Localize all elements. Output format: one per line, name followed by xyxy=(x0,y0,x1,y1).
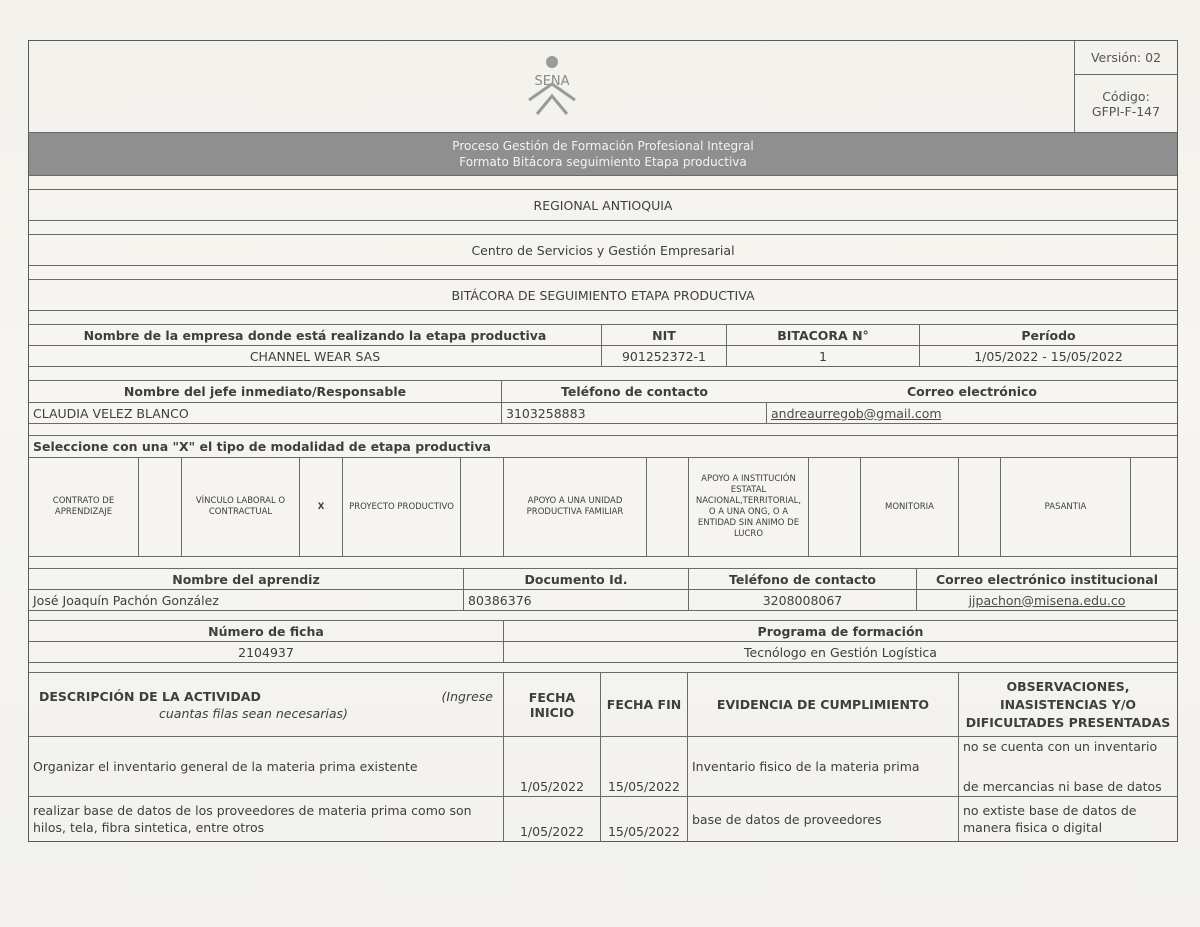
activity-desc-hint-1: (Ingrese xyxy=(441,688,493,704)
modality-check-unidad-familiar[interactable] xyxy=(647,458,689,556)
modality-check-pasantia[interactable] xyxy=(1131,458,1177,556)
bitacora-form xyxy=(28,40,1178,842)
modality-label-proyecto: PROYECTO PRODUCTIVO xyxy=(343,458,461,556)
process-banner xyxy=(29,133,1177,175)
activity-evidence: base de datos de proveedores xyxy=(688,797,959,841)
program-label: Programa de formación xyxy=(757,623,924,639)
modality-label-contrato: CONTRATO DE APRENDIZAJE xyxy=(29,458,139,556)
sena-logo xyxy=(29,41,1075,132)
apprentice-phone: 3208008067 xyxy=(689,590,917,610)
modality-options-row xyxy=(29,458,1177,557)
company-header-row xyxy=(29,325,1177,346)
boss-value-row xyxy=(29,403,1177,424)
format-title: Formato Bitácora seguimiento Etapa productiva xyxy=(459,155,747,169)
boss-name-label: Nombre del jefe inmediato/Responsable xyxy=(29,381,502,402)
activity-desc-hint-2: cuantas filas sean necesarias) xyxy=(159,705,348,721)
activity-desc: realizar base de datos de los proveedores de materia prima como son hilos, tela, fibra sintetica, entre otros xyxy=(29,797,504,841)
program-name: Tecnólogo en Gestión Logística xyxy=(744,644,937,660)
modality-label-unidad-familiar: APOYO A UNA UNIDAD PRODUCTIVA FAMILIAR xyxy=(504,458,647,556)
code-label: Código: xyxy=(1102,88,1150,104)
apprentice-doc: 80386376 xyxy=(464,590,689,610)
period-label: Período xyxy=(1021,327,1076,343)
modality-prompt: Seleccione con una "X" el tipo de modalidad de etapa productiva xyxy=(33,439,491,454)
center-title: Centro de Servicios y Gestión Empresarial xyxy=(471,242,735,258)
apprentice-doc-label: Documento Id. xyxy=(464,569,689,589)
company-name-label: Nombre de la empresa donde está realizando la etapa productiva xyxy=(29,325,602,345)
activity-end: 15/05/2022 xyxy=(601,797,688,841)
apprentice-name: José Joaquín Pachón González xyxy=(29,590,464,610)
modality-label-monitoria: MONITORIA xyxy=(861,458,959,556)
activity-evidence: Inventario fisico de la materia prima xyxy=(688,737,959,796)
period-value: 1/05/2022 - 15/05/2022 xyxy=(974,348,1123,364)
code-box xyxy=(1075,75,1177,132)
company-value-row xyxy=(29,346,1177,367)
apprentice-value-row xyxy=(29,590,1177,611)
activity-start: 1/05/2022 xyxy=(504,737,601,796)
activity-obs-line-1: no extiste base de datos de manera fisica o digital xyxy=(963,803,1137,835)
bitacora-number: 1 xyxy=(727,346,920,366)
version-text: Versión: 02 xyxy=(1075,41,1177,75)
activity-start: 1/05/2022 xyxy=(504,797,601,841)
nit-value: 901252372-1 xyxy=(602,346,727,366)
code-value: GFPI-F-147 xyxy=(1091,103,1161,119)
boss-email-link[interactable]: andreaurregob@gmail.com xyxy=(771,405,942,421)
end-date-label: FECHA FIN xyxy=(601,673,688,736)
apprentice-name-label: Nombre del aprendiz xyxy=(29,569,464,589)
activity-obs-line-2: de mercancias ni base de datos xyxy=(963,779,1162,794)
activity-desc-label: DESCRIPCIÓN DE LA ACTIVIDAD xyxy=(39,688,261,704)
modality-check-vinculo[interactable]: X xyxy=(300,458,343,556)
modality-label-institucion: APOYO A INSTITUCIÓN ESTATAL NACIONAL,TERRITORIAL, O A UNA ONG, O A ENTIDAD SIN ANIMO DE LUCRO xyxy=(689,458,809,556)
program-header-row xyxy=(29,621,1177,642)
modality-check-proyecto[interactable] xyxy=(461,458,504,556)
boss-name: CLAUDIA VELEZ BLANCO xyxy=(29,403,502,423)
document-title: BITÁCORA DE SEGUIMIENTO ETAPA PRODUCTIVA xyxy=(451,287,755,303)
apprentice-phone-label: Teléfono de contacto xyxy=(689,569,917,589)
ficha-number: 2104937 xyxy=(29,642,504,662)
svg-text:SENA: SENA xyxy=(533,73,570,89)
activity-desc: Organizar el inventario general de la materia prima existente xyxy=(29,737,504,796)
boss-phone-label: Teléfono de contacto xyxy=(560,384,709,399)
activities-header-row xyxy=(29,673,1177,737)
form-header xyxy=(29,41,1177,133)
activity-obs-line-1: no se cuenta con un inventario xyxy=(963,739,1158,754)
boss-email-label: Correo electrónico xyxy=(906,384,1038,399)
modality-check-contrato[interactable] xyxy=(139,458,182,556)
apprentice-header-row xyxy=(29,569,1177,590)
ficha-label: Número de ficha xyxy=(29,621,504,641)
boss-phone: 3103258883 xyxy=(502,403,767,423)
evidence-label: EVIDENCIA DE CUMPLIMIENTO xyxy=(688,673,959,736)
sena-logo-icon xyxy=(517,52,587,122)
observations-label: OBSERVACIONES, INASISTENCIAS Y/O DIFICULTADES PRESENTADAS xyxy=(965,678,1171,730)
start-date-label: FECHA INICIO xyxy=(504,673,601,736)
regional-title: REGIONAL ANTIOQUIA xyxy=(533,197,673,213)
company-name: CHANNEL WEAR SAS xyxy=(29,346,602,366)
nit-label: NIT xyxy=(602,325,727,345)
modality-label-pasantia: PASANTIA xyxy=(1001,458,1131,556)
bitacora-number-label: BITACORA N° xyxy=(727,325,920,345)
apprentice-email-link[interactable]: jjpachon@misena.edu.co xyxy=(968,592,1126,608)
activity-end: 15/05/2022 xyxy=(601,737,688,796)
process-title: Proceso Gestión de Formación Profesional Integral xyxy=(452,139,754,153)
program-value-row xyxy=(29,642,1177,663)
activity-row xyxy=(29,737,1177,797)
modality-check-institucion[interactable] xyxy=(809,458,861,556)
modality-label-vinculo: VÍNCULO LABORAL O CONTRACTUAL xyxy=(182,458,300,556)
version-box xyxy=(1075,41,1177,132)
modality-check-monitoria[interactable] xyxy=(959,458,1001,556)
boss-header-row xyxy=(29,381,1177,403)
activity-row xyxy=(29,797,1177,841)
apprentice-email-label: Correo electrónico institucional xyxy=(935,571,1159,587)
